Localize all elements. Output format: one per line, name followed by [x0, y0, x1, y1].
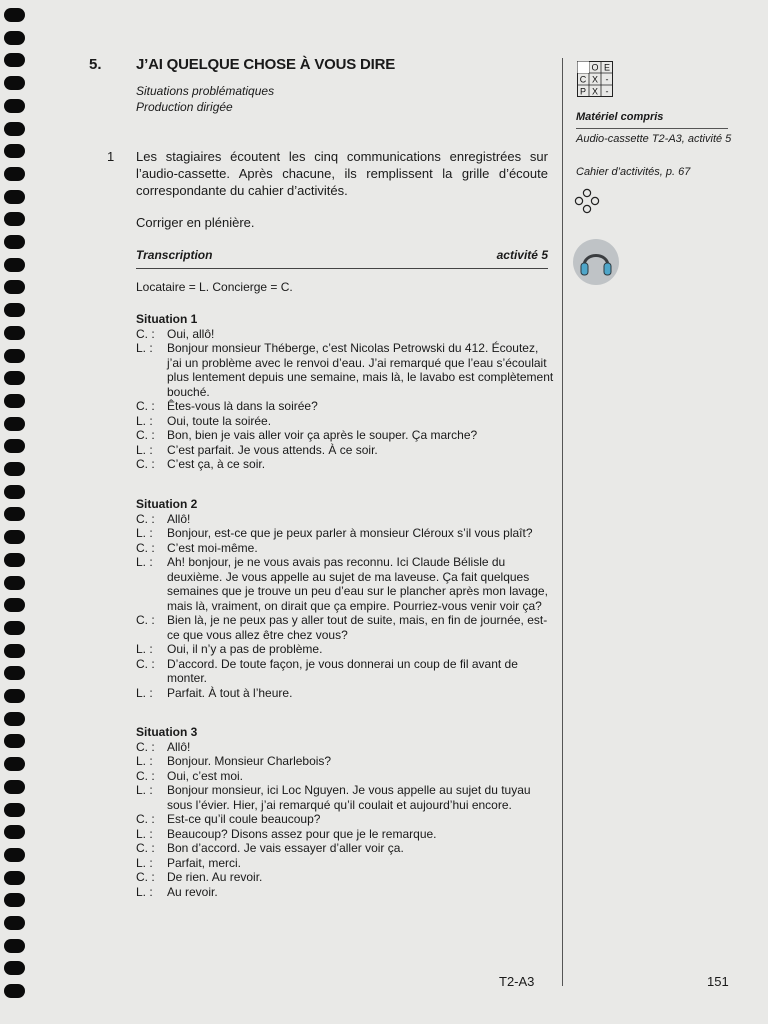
dialogue-line: [136, 769, 556, 784]
line-text: C’est ça, à ce soir.: [167, 457, 266, 471]
binding-hole: [4, 122, 25, 136]
dialogue-line: [136, 870, 556, 885]
dialogue-line: [136, 783, 556, 812]
dialogue-line: [136, 827, 556, 842]
binding-hole: [4, 76, 25, 90]
line-text: Êtes-vous là dans la soirée?: [167, 399, 318, 413]
speaker: C. :: [136, 540, 155, 555]
speaker: C. :: [136, 768, 155, 783]
binding-hole: [4, 553, 25, 567]
dialogue-line: [136, 399, 556, 414]
speaker: C. :: [136, 739, 155, 754]
speaker: C. :: [136, 428, 155, 442]
binding-hole: [4, 576, 25, 590]
situation-title: Situation 1: [136, 312, 198, 326]
speaker: C. :: [136, 399, 155, 413]
line-text: C’est moi-même.: [167, 540, 258, 555]
dialogue-line: [136, 812, 556, 827]
binding-hole: [4, 53, 25, 67]
line-text: Allô!: [167, 739, 191, 754]
line-text: De rien. Au revoir.: [167, 870, 263, 884]
grid-cell: X: [591, 74, 599, 85]
dialogue-line: [136, 613, 556, 642]
line-text: Parfait. À tout à l’heure.: [167, 685, 293, 700]
line-text: C’est parfait. Je vous attends. À ce soir.: [167, 442, 378, 457]
dialogue-line: [136, 686, 556, 701]
binding-hole: [4, 303, 25, 317]
speaker: L. :: [136, 754, 153, 768]
grid-cell: E: [603, 62, 611, 73]
dialogue-line: [136, 555, 556, 613]
line-text: Bonjour monsieur, ici Loc Nguyen. Je vous appelle au sujet du tuyau sous l’évier. Hier, j’ai remarqué qu’il coulait et aujourd’hui encore.: [167, 783, 531, 812]
line-text: Ah! bonjour, je ne vous avais pas reconnu. Ici Claude Bélisle du deuxième. Je vous appelle au sujet de ma laveuse. Ça fait quelques semaines que je trouve un peu d’eau sur le plancher après mon lavage, mais là, vraiment, on dirait que ça empire. Pourriez-vous venir voir ça?: [167, 555, 548, 613]
dialogue-line: [136, 754, 556, 769]
binding-hole: [4, 780, 25, 794]
binding-hole: [4, 507, 25, 521]
dialogue-line: [136, 414, 556, 429]
binding-hole: [4, 757, 25, 771]
line-text: Allô!: [167, 511, 191, 526]
grid-cell: C: [579, 74, 587, 85]
binding-hole: [4, 190, 25, 204]
binding-hole: [4, 235, 25, 249]
binding-hole: [4, 961, 25, 975]
step-number: 1: [107, 149, 115, 164]
line-text: Beaucoup? Disons assez pour que je le remarque.: [167, 826, 437, 841]
binding-hole: [4, 394, 25, 408]
speaker: C. :: [136, 457, 155, 471]
dialogue-line: [136, 541, 556, 556]
situation-title: Situation 3: [136, 725, 198, 739]
speaker: L. :: [136, 555, 153, 569]
binding-hole: [4, 871, 25, 885]
binding-hole: [4, 530, 25, 544]
dialogue-line: [136, 457, 556, 472]
binding-hole: [4, 371, 25, 385]
situation-3: [136, 725, 556, 899]
speaker: L. :: [136, 413, 153, 428]
skills-grid-icon: [577, 61, 613, 97]
speaker-legend: Locataire = L. Concierge = C.: [136, 280, 293, 294]
binding-hole: [4, 144, 25, 158]
dialogue-line: [136, 841, 556, 856]
instructions-text: Les stagiaires écoutent les cinq communications enregistrées sur l’audio-cassette. Après chacune, ils remplissent la grille d’écoute correspondante du cahier d’activités.: [136, 149, 548, 198]
speaker: L. :: [136, 855, 153, 870]
binding-hole: [4, 485, 25, 499]
binding-hole: [4, 712, 25, 726]
speaker: L. :: [136, 526, 153, 540]
group-icon: [574, 188, 600, 214]
dialogue-line: [136, 526, 556, 541]
binding-hole: [4, 803, 25, 817]
material-title: Matériel compris: [576, 111, 664, 123]
material-rule: [576, 128, 728, 129]
subtitle-production: Production dirigée: [136, 100, 233, 114]
binding-hole: [4, 280, 25, 294]
binding-hole: [4, 916, 25, 930]
line-text: D’accord. De toute façon, je vous donnerai un coup de fil avant de monter.: [167, 656, 518, 685]
binding-hole: [4, 326, 25, 340]
speaker: C. :: [136, 870, 155, 884]
line-text: Est-ce qu’il coule beaucoup?: [167, 812, 321, 826]
dialogue-line: [136, 642, 556, 657]
spiral-binding: [4, 8, 26, 1018]
speaker: L. :: [136, 826, 153, 841]
speaker: C. :: [136, 613, 155, 627]
binding-hole: [4, 31, 25, 45]
binding-hole: [4, 439, 25, 453]
binding-hole: [4, 598, 25, 612]
speaker: L. :: [136, 341, 153, 355]
speaker: L. :: [136, 442, 153, 457]
binding-hole: [4, 644, 25, 658]
section-number: 5.: [89, 56, 102, 73]
grid-cell: X: [591, 86, 599, 97]
binding-hole: [4, 462, 25, 476]
grid-cell: O: [591, 62, 599, 73]
line-text: Oui, allô!: [167, 326, 215, 341]
speaker: L. :: [136, 642, 153, 656]
binding-hole: [4, 167, 25, 181]
material-workbook: Cahier d’activités, p. 67: [576, 166, 691, 178]
binding-hole: [4, 666, 25, 680]
grid-cell: -: [605, 86, 609, 97]
line-text: Au revoir.: [167, 884, 218, 899]
line-text: Bon d’accord. Je vais essayer d’aller voir ça.: [167, 841, 404, 855]
situation-title: Situation 2: [136, 497, 198, 511]
section-title: J’AI QUELQUE CHOSE À VOUS DIRE: [136, 56, 396, 73]
line-text: Bonjour, est-ce que je peux parler à monsieur Cléroux s’il vous plaît?: [167, 526, 533, 540]
subtitle-situations: Situations problématiques: [136, 84, 275, 98]
dialogue-line: [136, 740, 556, 755]
headphones-icon: [572, 238, 620, 286]
line-text: Bien là, je ne peux pas y aller tout de suite, mais, en fin de journée, est-ce que vous allez être chez vous?: [167, 613, 548, 642]
situation-1: [136, 312, 556, 472]
dialogue-line: [136, 856, 556, 871]
line-text: Parfait, merci.: [167, 855, 242, 870]
speaker: C. :: [136, 511, 155, 526]
line-text: Bonjour monsieur Théberge, c’est Nicolas Petrowski du 412. Écoutez, j’ai un problème avec le renvoi d’eau. J’ai remarqué que l’eau s’écoulait plus lentement depuis une semaine, mais là, le lavabo est complètement bouché.: [167, 341, 554, 399]
binding-hole: [4, 621, 25, 635]
speaker: L. :: [136, 685, 153, 700]
speaker: C. :: [136, 812, 155, 826]
binding-hole: [4, 984, 25, 998]
binding-hole: [4, 212, 25, 226]
binding-hole: [4, 893, 25, 907]
line-text: Oui, toute la soirée.: [167, 413, 272, 428]
correction-note: Corriger en plénière.: [136, 215, 255, 230]
binding-hole: [4, 8, 25, 22]
binding-hole: [4, 939, 25, 953]
transcription-rule: [136, 268, 548, 269]
line-text: Bonjour. Monsieur Charlebois?: [167, 754, 332, 768]
speaker: L. :: [136, 884, 153, 899]
dialogue-line: [136, 512, 556, 527]
dialogue-line: [136, 341, 556, 399]
line-text: Oui, c’est moi.: [167, 768, 244, 783]
transcription-activity: activité 5: [496, 248, 548, 262]
binding-hole: [4, 825, 25, 839]
dialogue-line: [136, 885, 556, 900]
line-text: Oui, il n’y a pas de problème.: [167, 642, 323, 656]
dialogue-line: [136, 657, 556, 686]
dialogue-line: [136, 327, 556, 342]
binding-hole: [4, 99, 25, 113]
footer-unit-code: T2-A3: [499, 974, 535, 989]
speaker: C. :: [136, 656, 155, 671]
speaker: L. :: [136, 783, 153, 797]
speaker: C. :: [136, 841, 155, 855]
situation-2: [136, 497, 556, 700]
speaker: C. :: [136, 326, 155, 341]
transcription-title: Transcription: [136, 248, 213, 262]
grid-cell: P: [579, 86, 587, 97]
binding-hole: [4, 848, 25, 862]
margin-rule: [562, 58, 563, 986]
binding-hole: [4, 349, 25, 363]
grid-cell: -: [605, 74, 609, 85]
page-number: 151: [707, 974, 729, 989]
binding-hole: [4, 417, 25, 431]
dialogue-line: [136, 443, 556, 458]
line-text: Bon, bien je vais aller voir ça après le souper. Ça marche?: [167, 428, 478, 442]
binding-hole: [4, 734, 25, 748]
dialogue-line: [136, 428, 556, 443]
material-audio-cassette: Audio-cassette T2-A3, activité 5: [576, 133, 732, 145]
binding-hole: [4, 689, 25, 703]
binding-hole: [4, 258, 25, 272]
